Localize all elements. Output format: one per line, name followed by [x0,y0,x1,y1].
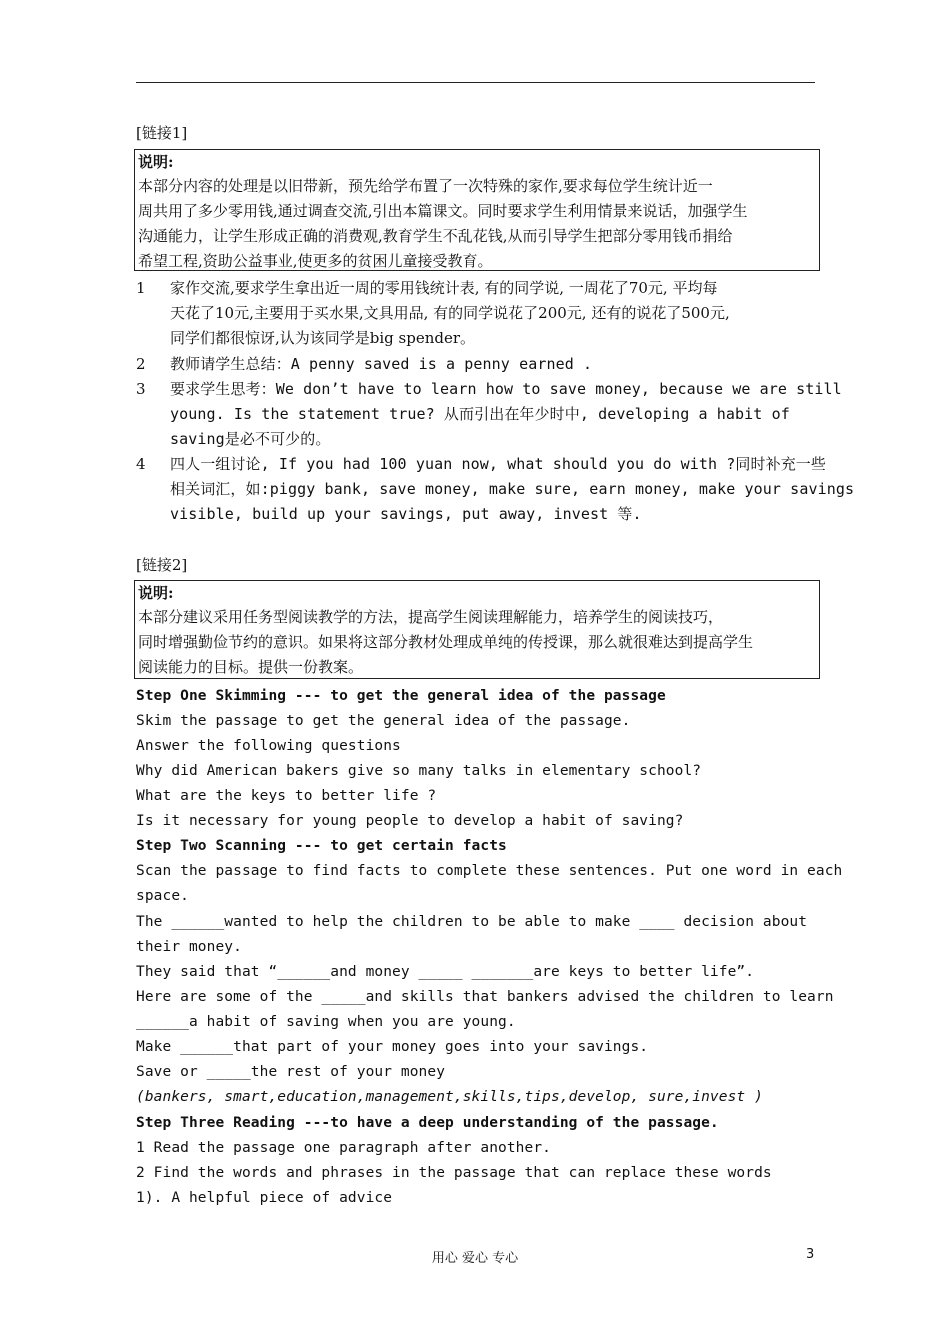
list-item-line: 相关词汇，如:piggy bank, save money, make sure, earn money, make your savings [170,480,855,498]
link2-heading: [链接2] [136,556,188,574]
step-line: What are the keys to better life ? [136,788,437,804]
list-item-line: young. Is the statement true? 从而引出在年少时中, developing a habit of [170,405,790,423]
list-item-line: 教师请学生总结：A penny saved is a penny earned . [170,355,593,373]
link2-note-label: 说明: [138,584,174,602]
word-bank: (bankers, smart,education,management,skills,tips,develop, sure,invest ) [136,1089,763,1105]
step-line: 2 Find the words and phrases in the passage that can replace these words [136,1165,772,1181]
header-rule [136,82,815,83]
step-line: Answer the following questions [136,738,401,754]
link1-note-box [134,149,820,271]
list-item-number: 1 [136,279,146,297]
list-item-line: 要求学生思考：We don’t have to learn how to save money, because we are still [170,380,842,398]
step-line: Is it necessary for young people to develop a habit of saving? [136,813,684,829]
link2-note-box [134,580,820,679]
step-line: Why did American bakers give so many talks in elementary school? [136,763,702,779]
step-heading: Step Two Scanning --- to get certain facts [136,838,507,854]
list-item-number: 2 [136,355,146,373]
link2-note-line: 阅读能力的目标。提供一份教案。 [138,658,364,676]
link1-note-line: 沟通能力，让学生形成正确的消费观,教育学生不乱花钱,从而引导学生把部分零用钱币捐给 [138,227,733,245]
link1-note-label: 说明: [138,153,174,171]
step-line: Make ______that part of your money goes into your savings. [136,1039,649,1055]
step-heading: Step One Skimming --- to get the general idea of the passage [136,688,666,704]
link1-note-line: 周共用了多少零用钱,通过调查交流,引出本篇课文。同时要求学生利用情景来说话，加强学生 [138,202,748,220]
step-line: ______a habit of saving when you are young. [136,1014,516,1030]
step-line: They said that “______and money _____ _______are keys to better life”. [136,964,755,980]
link2-note-line: 本部分建议采用任务型阅读教学的方法，提高学生阅读理解能力，培养学生的阅读技巧， [138,608,724,626]
link1-note-line: 本部分内容的处理是以旧带新，预先给学布置了一次特殊的家作,要求每位学生统计近一 [138,177,713,195]
step-line: their money. [136,939,242,955]
list-item-number: 3 [136,380,146,398]
link1-note-line: 希望工程,资助公益事业,使更多的贫困儿童接受教育。 [138,252,493,270]
step-line: 1). A helpful piece of advice [136,1190,393,1206]
list-item-number: 4 [136,455,146,473]
link1-heading: [链接1] [136,124,188,142]
link2-note-line: 同时增强勤俭节约的意识。如果将这部分教材处理成单纯的传授课，那么就很难达到提高学生 [138,633,754,651]
step-heading: Step Three Reading ---to have a deep understanding of the passage. [136,1115,719,1131]
step-line: 1 Read the passage one paragraph after another. [136,1140,551,1156]
step-line: Scan the passage to find facts to complete these sentences. Put one word in each [136,863,843,879]
footer-text: 用心 爱心 专心 [431,1251,519,1266]
list-item-line: 家作交流,要求学生拿出近一周的零用钱统计表, 有的同学说, 一周花了70元, 平均每 [170,279,718,297]
list-item-line: saving是必不可少的。 [170,430,331,448]
list-item-line: visible, build up your savings, put away, invest 等. [170,505,642,523]
list-item-line: 同学们都很惊讶,认为该同学是big spender。 [170,329,476,347]
step-line: Skim the passage to get the general idea of the passage. [136,713,631,729]
list-item-line: 四人一组讨论, If you had 100 yuan now, what should you do with ?同时补充一些 [170,455,827,473]
list-item-line: 天花了10元,主要用于买水果,文具用品, 有的同学说花了200元, 还有的说花了500元, [170,304,730,322]
page-number: 3 [806,1247,815,1262]
step-line: Save or _____the rest of your money [136,1064,446,1080]
step-line: The ______wanted to help the children to be able to make ____ decision about [136,914,808,930]
step-line: space. [136,888,189,904]
step-line: Here are some of the _____and skills that bankers advised the children to learn [136,989,834,1005]
